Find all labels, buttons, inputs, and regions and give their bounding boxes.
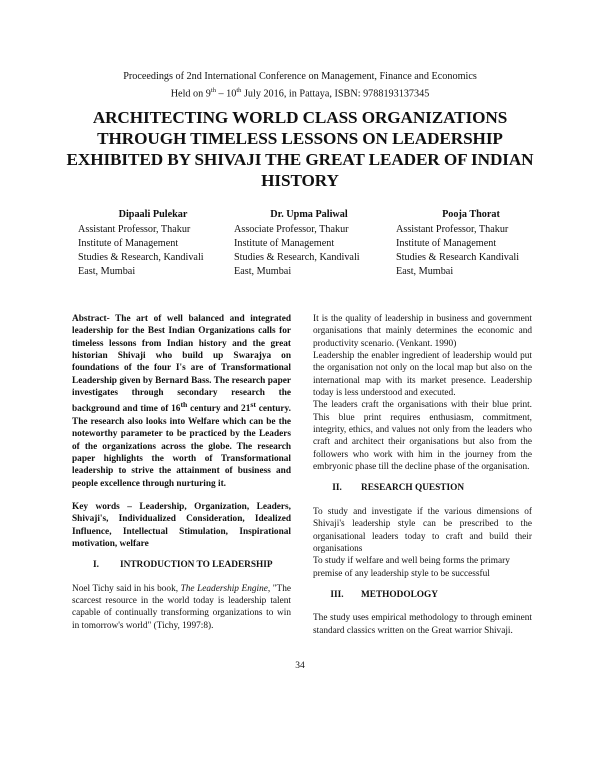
author-affiliation-line: Assistant Professor, Thakur xyxy=(396,224,509,235)
conference-header xyxy=(0,70,600,100)
section-heading-introduction: I. INTRODUCTION TO LEADERSHIP xyxy=(93,560,273,571)
book-title: The Leadership Engine xyxy=(180,583,268,594)
left-column xyxy=(72,313,291,632)
author-1 xyxy=(78,208,228,279)
research-question-2: To study if welfare and well being forms the primary premise of any leadership style to be successful xyxy=(313,556,510,579)
paper-title: ARCHITECTING WORLD CLASS ORGANIZATIONS THROUGH TIMELESS LESSONS ON LEADERSHIP EXHIBITED BY SHIVAJI THE GREAT LEADER OF INDIAN HISTORY xyxy=(66,108,534,190)
page-number: 34 xyxy=(295,661,305,671)
author-affiliation-line: Institute of Management xyxy=(396,238,497,249)
paragraph: It is the quality of leadership in business and government organisations that mainly determines the economic and productivity scenario. (Venkant. 1990) xyxy=(313,314,532,349)
author-affiliation-line: Studies & Research, Kandivali xyxy=(78,252,204,263)
section-heading-methodology: III. METHODOLOGY xyxy=(330,589,438,600)
author-3 xyxy=(396,208,546,279)
author-affiliation-line: East, Mumbai xyxy=(78,266,136,277)
author-name: Dr. Upma Paliwal xyxy=(270,209,348,220)
abstract: Abstract- The art of well balanced and integrated leadership for the Best Indian Organizations calls for timeless lessons from Indian history and the great historian Shivaji who build up Swarajya on foundations of the four I's are of Transformational Leadership given by Bernard Bass. The research paper investigates through secondary research the background and time of 16th century and 21st century. The research also looks into Welfare which can be the noteworthy parameter to be practiced by the Leaders of the organizations across the globe. The research paper highlights the worth of Transformational leadership to strive the attainment of business and people excellence through nurturing it. xyxy=(72,314,291,489)
author-affiliation-line: Studies & Research Kandivali xyxy=(396,252,520,263)
author-affiliation-line: East, Mumbai xyxy=(234,266,292,277)
author-affiliation-line: Assistant Professor, Thakur xyxy=(78,224,191,235)
paragraph: Leadership the enabler ingredient of leadership would put the organisation not only on the local map but also on the international map with its market presence. Leadership today is less understood and executed. xyxy=(313,351,532,399)
keywords: Key words – Leadership, Organization, Leaders, Shivaji's, Individualized Consideration, Idealized Influence, Intellectual Stimulation, Inspirational motivation, welfare xyxy=(72,501,291,549)
author-affiliation-line: Institute of Management xyxy=(78,238,179,249)
section-heading-research-question: II. RESEARCH QUESTION xyxy=(332,483,465,494)
conference-dates: Held on 9th – 10th July 2016, in Pattaya, ISBN: 9788193137345 xyxy=(170,86,430,99)
author-affiliation-line: Studies & Research, Kandivali xyxy=(234,252,360,263)
methodology-paragraph: The study uses empirical methodology to through eminent standard classics written on the Great warrior Shivaji. xyxy=(313,613,532,636)
author-affiliation-line: East, Mumbai xyxy=(396,266,454,277)
author-name: Dipaali Pulekar xyxy=(118,209,188,220)
intro-paragraph: Noel Tichy said in his book, The Leadership Engine, "The scarcest resource in the world today is leadership talent capable of continually transforming organizations to win in tomorrow's world" (Tichy, 1997:8). xyxy=(72,583,291,631)
author-affiliation-line: Associate Professor, Thakur xyxy=(234,224,349,235)
right-column xyxy=(313,313,532,637)
conference-title: Proceedings of 2nd International Conference on Management, Finance and Economics xyxy=(123,71,477,82)
author-affiliation-line: Institute of Management xyxy=(234,238,335,249)
author-2 xyxy=(234,208,384,279)
research-question-1: To study and investigate if the various dimensions of Shivaji's leadership style can be prescribed to the organisational leaders today to craft and build their organisations xyxy=(313,506,532,554)
author-name: Pooja Thorat xyxy=(442,209,500,220)
paragraph: The leaders craft the organisations with their blue print. This blue print requires enthusiasm, commitment, integrity, ethics, and values not only from the leaders who craft and architect their organisations but also from the followers who work with him in the journey from the embryonic phase till the decline phase of the organisation. xyxy=(313,400,532,473)
